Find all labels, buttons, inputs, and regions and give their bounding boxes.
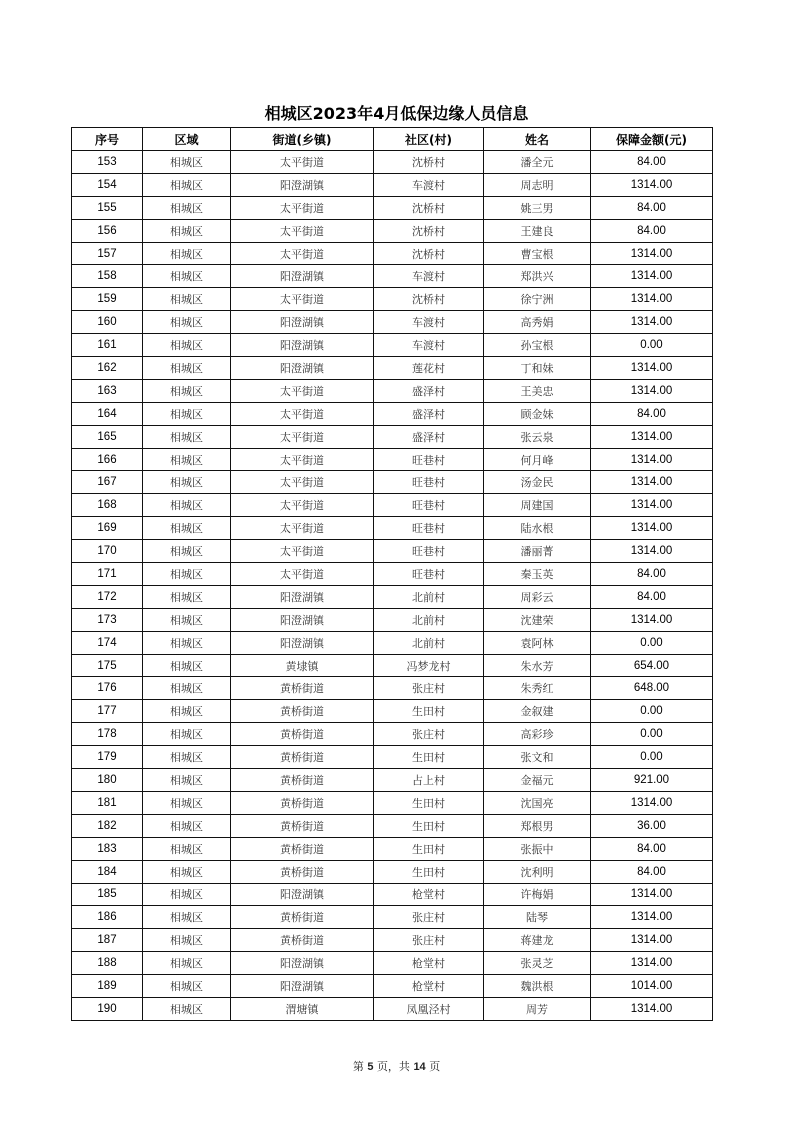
cell-street: 太平街道 bbox=[231, 448, 374, 471]
cell-index: 162 bbox=[72, 357, 143, 380]
table-row bbox=[72, 311, 713, 334]
table-row bbox=[72, 608, 713, 631]
cell-amount: 1314.00 bbox=[591, 883, 713, 906]
cell-index: 156 bbox=[72, 219, 143, 242]
table-row bbox=[72, 196, 713, 219]
cell-index: 172 bbox=[72, 585, 143, 608]
cell-district: 相城区 bbox=[143, 334, 231, 357]
cell-amount: 1314.00 bbox=[591, 173, 713, 196]
cell-community: 车渡村 bbox=[374, 311, 484, 334]
cell-street: 阳澄湖镇 bbox=[231, 265, 374, 288]
cell-street: 阳澄湖镇 bbox=[231, 952, 374, 975]
column-header-district: 区域 bbox=[143, 128, 231, 151]
cell-street: 黄桥街道 bbox=[231, 814, 374, 837]
cell-name: 沈利明 bbox=[484, 860, 591, 883]
cell-name: 潘全元 bbox=[484, 151, 591, 174]
footer-middle: 页，共 bbox=[376, 1060, 410, 1073]
cell-name: 朱秀红 bbox=[484, 677, 591, 700]
cell-name: 金福元 bbox=[484, 769, 591, 792]
cell-community: 盛泽村 bbox=[374, 379, 484, 402]
cell-index: 168 bbox=[72, 494, 143, 517]
cell-index: 181 bbox=[72, 791, 143, 814]
cell-district: 相城区 bbox=[143, 196, 231, 219]
cell-amount: 1014.00 bbox=[591, 975, 713, 998]
cell-amount: 84.00 bbox=[591, 196, 713, 219]
cell-community: 生田村 bbox=[374, 837, 484, 860]
table-row bbox=[72, 219, 713, 242]
cell-district: 相城区 bbox=[143, 173, 231, 196]
column-header-community: 社区(村) bbox=[374, 128, 484, 151]
table-row bbox=[72, 929, 713, 952]
cell-street: 黄桥街道 bbox=[231, 723, 374, 746]
cell-district: 相城区 bbox=[143, 700, 231, 723]
cell-street: 阳澄湖镇 bbox=[231, 631, 374, 654]
table-row bbox=[72, 997, 713, 1020]
cell-index: 166 bbox=[72, 448, 143, 471]
cell-community: 旺巷村 bbox=[374, 448, 484, 471]
cell-community: 张庄村 bbox=[374, 929, 484, 952]
cell-community: 枪堂村 bbox=[374, 883, 484, 906]
cell-community: 旺巷村 bbox=[374, 517, 484, 540]
cell-street: 阳澄湖镇 bbox=[231, 357, 374, 380]
cell-index: 190 bbox=[72, 997, 143, 1020]
cell-amount: 921.00 bbox=[591, 769, 713, 792]
cell-name: 陆水根 bbox=[484, 517, 591, 540]
column-header-amount: 保障金额(元) bbox=[591, 128, 713, 151]
cell-index: 155 bbox=[72, 196, 143, 219]
cell-community: 北前村 bbox=[374, 585, 484, 608]
cell-index: 157 bbox=[72, 242, 143, 265]
cell-district: 相城区 bbox=[143, 265, 231, 288]
cell-street: 黄桥街道 bbox=[231, 746, 374, 769]
cell-community: 生田村 bbox=[374, 791, 484, 814]
cell-district: 相城区 bbox=[143, 402, 231, 425]
cell-index: 153 bbox=[72, 151, 143, 174]
cell-index: 169 bbox=[72, 517, 143, 540]
table-row bbox=[72, 883, 713, 906]
cell-index: 171 bbox=[72, 563, 143, 586]
cell-index: 154 bbox=[72, 173, 143, 196]
cell-street: 黄桥街道 bbox=[231, 791, 374, 814]
table-row bbox=[72, 906, 713, 929]
cell-amount: 84.00 bbox=[591, 402, 713, 425]
table-row bbox=[72, 769, 713, 792]
cell-street: 太平街道 bbox=[231, 196, 374, 219]
cell-community: 沈桥村 bbox=[374, 196, 484, 219]
cell-street: 太平街道 bbox=[231, 517, 374, 540]
cell-community: 张庄村 bbox=[374, 677, 484, 700]
cell-amount: 1314.00 bbox=[591, 448, 713, 471]
cell-community: 生田村 bbox=[374, 700, 484, 723]
cell-index: 174 bbox=[72, 631, 143, 654]
cell-street: 太平街道 bbox=[231, 242, 374, 265]
cell-name: 周彩云 bbox=[484, 585, 591, 608]
cell-district: 相城区 bbox=[143, 379, 231, 402]
cell-name: 许梅娟 bbox=[484, 883, 591, 906]
table-row bbox=[72, 357, 713, 380]
table-row bbox=[72, 563, 713, 586]
cell-index: 185 bbox=[72, 883, 143, 906]
cell-street: 太平街道 bbox=[231, 379, 374, 402]
cell-community: 旺巷村 bbox=[374, 471, 484, 494]
cell-street: 黄桥街道 bbox=[231, 700, 374, 723]
cell-street: 黄桥街道 bbox=[231, 677, 374, 700]
cell-index: 188 bbox=[72, 952, 143, 975]
cell-street: 阳澄湖镇 bbox=[231, 585, 374, 608]
cell-name: 郑根男 bbox=[484, 814, 591, 837]
cell-amount: 1314.00 bbox=[591, 494, 713, 517]
cell-street: 黄桥街道 bbox=[231, 769, 374, 792]
table-row bbox=[72, 494, 713, 517]
cell-index: 159 bbox=[72, 288, 143, 311]
cell-community: 车渡村 bbox=[374, 334, 484, 357]
table-row bbox=[72, 265, 713, 288]
cell-district: 相城区 bbox=[143, 219, 231, 242]
cell-amount: 1314.00 bbox=[591, 311, 713, 334]
table-row bbox=[72, 425, 713, 448]
cell-name: 高秀娟 bbox=[484, 311, 591, 334]
cell-street: 阳澄湖镇 bbox=[231, 173, 374, 196]
cell-amount: 0.00 bbox=[591, 700, 713, 723]
cell-amount: 1314.00 bbox=[591, 952, 713, 975]
cell-street: 阳澄湖镇 bbox=[231, 311, 374, 334]
cell-district: 相城区 bbox=[143, 631, 231, 654]
cell-street: 阳澄湖镇 bbox=[231, 334, 374, 357]
cell-index: 158 bbox=[72, 265, 143, 288]
cell-district: 相城区 bbox=[143, 677, 231, 700]
cell-amount: 1314.00 bbox=[591, 242, 713, 265]
cell-community: 枪堂村 bbox=[374, 975, 484, 998]
cell-district: 相城区 bbox=[143, 357, 231, 380]
cell-district: 相城区 bbox=[143, 494, 231, 517]
cell-name: 曹宝根 bbox=[484, 242, 591, 265]
cell-community: 车渡村 bbox=[374, 173, 484, 196]
table-row bbox=[72, 791, 713, 814]
table-row bbox=[72, 540, 713, 563]
table-body bbox=[72, 151, 713, 1021]
table-header-row bbox=[72, 128, 713, 151]
cell-community: 张庄村 bbox=[374, 723, 484, 746]
cell-index: 161 bbox=[72, 334, 143, 357]
cell-amount: 0.00 bbox=[591, 334, 713, 357]
cell-amount: 36.00 bbox=[591, 814, 713, 837]
cell-name: 张云泉 bbox=[484, 425, 591, 448]
cell-amount: 84.00 bbox=[591, 585, 713, 608]
cell-district: 相城区 bbox=[143, 997, 231, 1020]
cell-amount: 1314.00 bbox=[591, 517, 713, 540]
cell-community: 北前村 bbox=[374, 608, 484, 631]
cell-amount: 0.00 bbox=[591, 746, 713, 769]
cell-street: 太平街道 bbox=[231, 288, 374, 311]
cell-community: 莲花村 bbox=[374, 357, 484, 380]
cell-name: 潘丽菁 bbox=[484, 540, 591, 563]
cell-community: 北前村 bbox=[374, 631, 484, 654]
current-page-number: 5 bbox=[367, 1061, 374, 1073]
cell-community: 盛泽村 bbox=[374, 402, 484, 425]
cell-index: 184 bbox=[72, 860, 143, 883]
cell-amount: 648.00 bbox=[591, 677, 713, 700]
page-title: 相城区2023年4月低保边缘人员信息 bbox=[264, 104, 529, 123]
cell-name: 孙宝根 bbox=[484, 334, 591, 357]
cell-district: 相城区 bbox=[143, 860, 231, 883]
cell-index: 178 bbox=[72, 723, 143, 746]
cell-community: 生田村 bbox=[374, 814, 484, 837]
column-header-name: 姓名 bbox=[484, 128, 591, 151]
cell-index: 165 bbox=[72, 425, 143, 448]
cell-district: 相城区 bbox=[143, 746, 231, 769]
cell-name: 周建国 bbox=[484, 494, 591, 517]
cell-amount: 1314.00 bbox=[591, 425, 713, 448]
cell-district: 相城区 bbox=[143, 769, 231, 792]
table-row bbox=[72, 173, 713, 196]
cell-community: 占上村 bbox=[374, 769, 484, 792]
cell-name: 王建良 bbox=[484, 219, 591, 242]
cell-name: 张灵芝 bbox=[484, 952, 591, 975]
cell-amount: 84.00 bbox=[591, 219, 713, 242]
column-header-street: 街道(乡镇) bbox=[231, 128, 374, 151]
cell-district: 相城区 bbox=[143, 425, 231, 448]
cell-name: 陆琴 bbox=[484, 906, 591, 929]
cell-street: 太平街道 bbox=[231, 219, 374, 242]
cell-name: 高彩珍 bbox=[484, 723, 591, 746]
table-row bbox=[72, 860, 713, 883]
table-row bbox=[72, 151, 713, 174]
cell-name: 沈国亮 bbox=[484, 791, 591, 814]
cell-name: 朱水芳 bbox=[484, 654, 591, 677]
cell-street: 阳澄湖镇 bbox=[231, 883, 374, 906]
column-header-index: 序号 bbox=[72, 128, 143, 151]
footer-prefix: 第 bbox=[352, 1060, 364, 1073]
table-row bbox=[72, 379, 713, 402]
cell-index: 167 bbox=[72, 471, 143, 494]
cell-name: 周芳 bbox=[484, 997, 591, 1020]
cell-community: 旺巷村 bbox=[374, 563, 484, 586]
table-row bbox=[72, 700, 713, 723]
cell-index: 189 bbox=[72, 975, 143, 998]
cell-community: 枪堂村 bbox=[374, 952, 484, 975]
cell-district: 相城区 bbox=[143, 563, 231, 586]
table-row bbox=[72, 402, 713, 425]
cell-district: 相城区 bbox=[143, 517, 231, 540]
cell-community: 生田村 bbox=[374, 860, 484, 883]
cell-street: 黄桥街道 bbox=[231, 929, 374, 952]
cell-district: 相城区 bbox=[143, 471, 231, 494]
cell-amount: 1314.00 bbox=[591, 540, 713, 563]
cell-community: 冯梦龙村 bbox=[374, 654, 484, 677]
cell-community: 沈桥村 bbox=[374, 288, 484, 311]
cell-index: 187 bbox=[72, 929, 143, 952]
cell-index: 170 bbox=[72, 540, 143, 563]
table-row bbox=[72, 837, 713, 860]
cell-district: 相城区 bbox=[143, 723, 231, 746]
cell-district: 相城区 bbox=[143, 608, 231, 631]
table-row bbox=[72, 288, 713, 311]
cell-name: 丁和妹 bbox=[484, 357, 591, 380]
cell-index: 173 bbox=[72, 608, 143, 631]
cell-street: 太平街道 bbox=[231, 471, 374, 494]
cell-amount: 1314.00 bbox=[591, 929, 713, 952]
cell-amount: 1314.00 bbox=[591, 379, 713, 402]
cell-amount: 1314.00 bbox=[591, 906, 713, 929]
cell-name: 汤金民 bbox=[484, 471, 591, 494]
cell-amount: 84.00 bbox=[591, 563, 713, 586]
cell-district: 相城区 bbox=[143, 151, 231, 174]
table-row bbox=[72, 631, 713, 654]
table-row bbox=[72, 677, 713, 700]
table-row bbox=[72, 723, 713, 746]
cell-district: 相城区 bbox=[143, 448, 231, 471]
cell-name: 沈建荣 bbox=[484, 608, 591, 631]
cell-district: 相城区 bbox=[143, 311, 231, 334]
cell-street: 黄桥街道 bbox=[231, 837, 374, 860]
cell-street: 黄埭镇 bbox=[231, 654, 374, 677]
cell-name: 徐宁洲 bbox=[484, 288, 591, 311]
cell-community: 沈桥村 bbox=[374, 219, 484, 242]
cell-amount: 0.00 bbox=[591, 723, 713, 746]
cell-index: 175 bbox=[72, 654, 143, 677]
cell-street: 黄桥街道 bbox=[231, 906, 374, 929]
cell-street: 渭塘镇 bbox=[231, 997, 374, 1020]
cell-amount: 84.00 bbox=[591, 151, 713, 174]
table-row bbox=[72, 242, 713, 265]
cell-index: 183 bbox=[72, 837, 143, 860]
cell-index: 163 bbox=[72, 379, 143, 402]
cell-amount: 1314.00 bbox=[591, 357, 713, 380]
table-row bbox=[72, 471, 713, 494]
cell-street: 阳澄湖镇 bbox=[231, 608, 374, 631]
cell-amount: 1314.00 bbox=[591, 608, 713, 631]
cell-name: 姚三男 bbox=[484, 196, 591, 219]
cell-name: 张振中 bbox=[484, 837, 591, 860]
cell-name: 张文和 bbox=[484, 746, 591, 769]
cell-street: 黄桥街道 bbox=[231, 860, 374, 883]
cell-name: 郑洪兴 bbox=[484, 265, 591, 288]
cell-community: 旺巷村 bbox=[374, 540, 484, 563]
cell-amount: 654.00 bbox=[591, 654, 713, 677]
cell-district: 相城区 bbox=[143, 242, 231, 265]
cell-street: 太平街道 bbox=[231, 494, 374, 517]
cell-community: 生田村 bbox=[374, 746, 484, 769]
cell-name: 顾金妹 bbox=[484, 402, 591, 425]
cell-community: 车渡村 bbox=[374, 265, 484, 288]
data-table bbox=[71, 127, 713, 1021]
cell-name: 秦玉英 bbox=[484, 563, 591, 586]
cell-index: 186 bbox=[72, 906, 143, 929]
cell-amount: 1314.00 bbox=[591, 471, 713, 494]
cell-name: 周志明 bbox=[484, 173, 591, 196]
cell-index: 182 bbox=[72, 814, 143, 837]
cell-community: 沈桥村 bbox=[374, 242, 484, 265]
table-row bbox=[72, 585, 713, 608]
cell-district: 相城区 bbox=[143, 288, 231, 311]
cell-name: 魏洪根 bbox=[484, 975, 591, 998]
cell-community: 盛泽村 bbox=[374, 425, 484, 448]
table-row bbox=[72, 952, 713, 975]
table-row bbox=[72, 814, 713, 837]
cell-community: 张庄村 bbox=[374, 906, 484, 929]
footer-suffix: 页 bbox=[429, 1060, 441, 1073]
cell-district: 相城区 bbox=[143, 837, 231, 860]
cell-district: 相城区 bbox=[143, 791, 231, 814]
cell-district: 相城区 bbox=[143, 975, 231, 998]
cell-index: 164 bbox=[72, 402, 143, 425]
cell-community: 沈桥村 bbox=[374, 151, 484, 174]
cell-district: 相城区 bbox=[143, 540, 231, 563]
cell-street: 太平街道 bbox=[231, 425, 374, 448]
cell-index: 180 bbox=[72, 769, 143, 792]
cell-amount: 84.00 bbox=[591, 860, 713, 883]
cell-amount: 84.00 bbox=[591, 837, 713, 860]
page-footer bbox=[0, 1058, 793, 1074]
cell-district: 相城区 bbox=[143, 814, 231, 837]
cell-index: 179 bbox=[72, 746, 143, 769]
cell-street: 太平街道 bbox=[231, 540, 374, 563]
table-row bbox=[72, 334, 713, 357]
cell-community: 旺巷村 bbox=[374, 494, 484, 517]
cell-street: 太平街道 bbox=[231, 402, 374, 425]
table-row bbox=[72, 654, 713, 677]
cell-name: 王美忠 bbox=[484, 379, 591, 402]
cell-index: 177 bbox=[72, 700, 143, 723]
table-row bbox=[72, 975, 713, 998]
cell-name: 袁阿林 bbox=[484, 631, 591, 654]
cell-community: 凤凰泾村 bbox=[374, 997, 484, 1020]
cell-district: 相城区 bbox=[143, 906, 231, 929]
cell-district: 相城区 bbox=[143, 585, 231, 608]
cell-amount: 0.00 bbox=[591, 631, 713, 654]
cell-amount: 1314.00 bbox=[591, 997, 713, 1020]
total-pages-number: 14 bbox=[413, 1061, 426, 1073]
cell-name: 金叙建 bbox=[484, 700, 591, 723]
cell-amount: 1314.00 bbox=[591, 791, 713, 814]
cell-amount: 1314.00 bbox=[591, 265, 713, 288]
cell-district: 相城区 bbox=[143, 883, 231, 906]
cell-index: 176 bbox=[72, 677, 143, 700]
cell-amount: 1314.00 bbox=[591, 288, 713, 311]
cell-street: 阳澄湖镇 bbox=[231, 975, 374, 998]
cell-name: 何月峰 bbox=[484, 448, 591, 471]
table-row bbox=[72, 517, 713, 540]
cell-street: 太平街道 bbox=[231, 563, 374, 586]
cell-street: 太平街道 bbox=[231, 151, 374, 174]
table-row bbox=[72, 746, 713, 769]
cell-district: 相城区 bbox=[143, 929, 231, 952]
cell-name: 蒋建龙 bbox=[484, 929, 591, 952]
cell-district: 相城区 bbox=[143, 654, 231, 677]
cell-index: 160 bbox=[72, 311, 143, 334]
table-row bbox=[72, 448, 713, 471]
cell-district: 相城区 bbox=[143, 952, 231, 975]
